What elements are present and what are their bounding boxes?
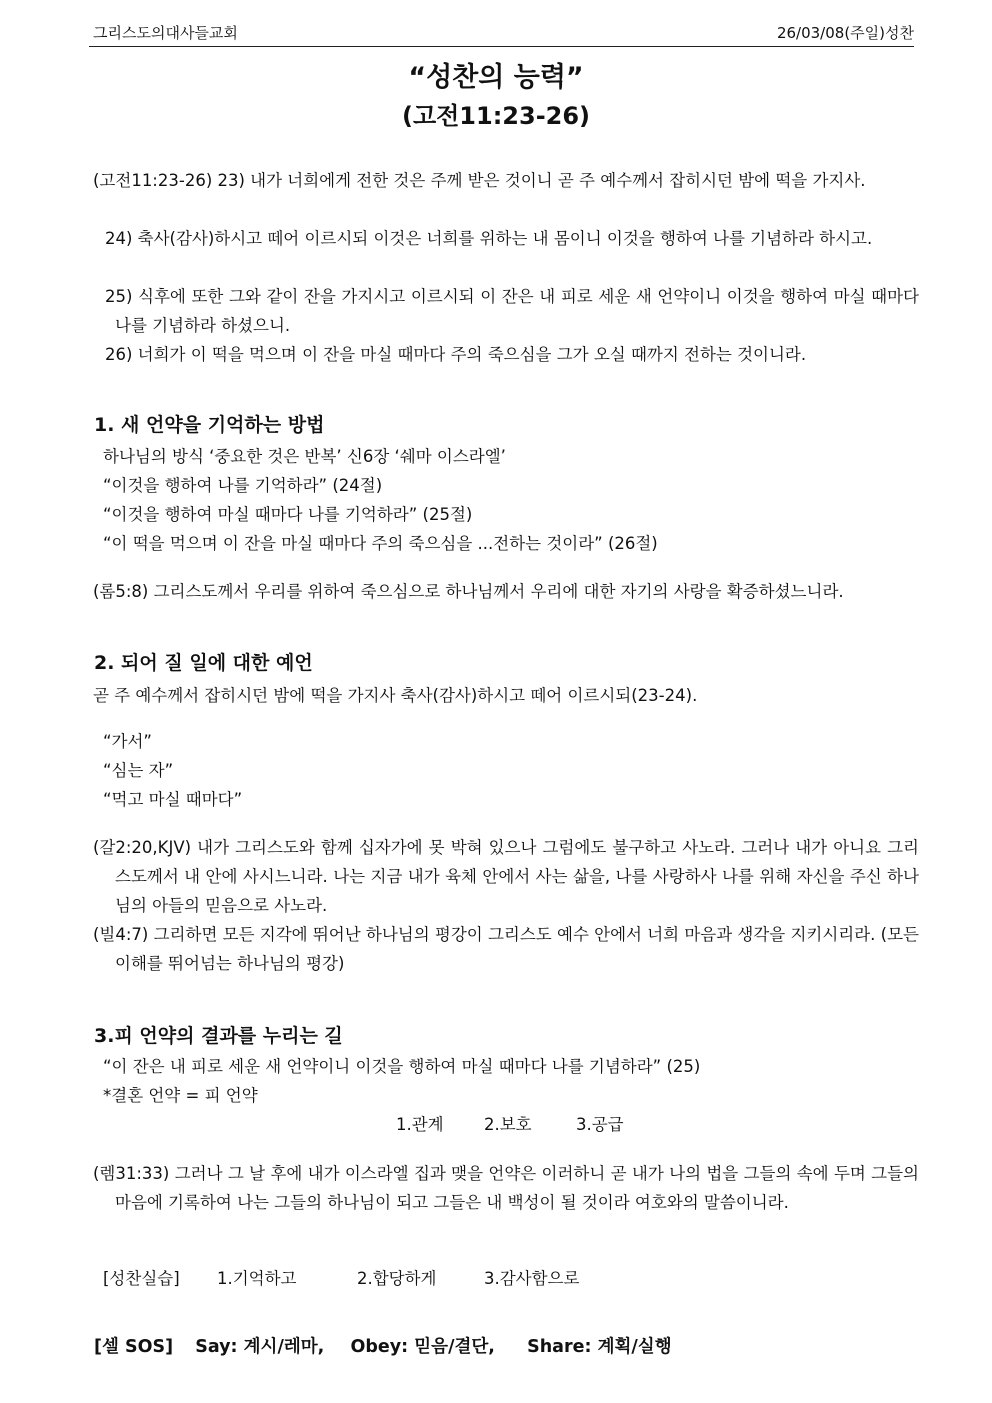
section-1-line: “이것을 행하여 마실 때마다 나를 기억하라” (25절) [103,505,473,524]
practice-item: 3.감사함으로 [484,1269,580,1288]
jeremiah-verse: (렘31:33) 그러나 그 날 후에 내가 이스라엘 집과 맺을 언약은 이러하니 곧 내가 나의 법을 그들의 속에 두며 그들의 마음에 기록하여 나는 그들의 하나님이 되고 그들은 내 백성이 될 것이라 여호와의 말씀이니라. [93,1164,919,1212]
section-3-quote: “이 잔은 내 피로 세운 새 언약이니 이것을 행하여 마실 때마다 나를 기념하라” (25) [103,1057,701,1076]
section-3-heading: 3.피 언약의 결과를 누리는 길 [94,1025,343,1047]
scripture-verse-23: (고전11:23-26) 23) 내가 너희에게 전한 것은 주께 받은 것이니 곧 주 예수께서 잡히시던 밤에 떡을 가지사. [93,171,866,190]
list-item: 3.공급 [576,1115,624,1134]
scripture-verse-26: 26) 너희가 이 떡을 먹으며 이 잔을 마실 때마다 주의 죽으심을 그가 오실 때까지 전하는 것이니라. [105,345,807,364]
romans-verse: (롬5:8) 그리스도께서 우리를 위하여 죽으심으로 하나님께서 우리에 대한 자기의 사랑을 확증하셨느니라. [93,582,844,601]
sermon-title: “성찬의 능력” [408,62,584,93]
section-1-line: “이 떡을 먹으며 이 잔을 마실 때마다 주의 죽으심을 ...전하는 것이라” (26절) [103,534,658,553]
quote-item: “가서” [103,732,152,751]
service-date: 26/03/08(주일)성찬 [776,24,914,42]
page-header [89,20,914,47]
practice-label: [성찬실습] [103,1269,180,1288]
section-1-line: “이것을 행하여 나를 기억하라” (24절) [103,476,383,495]
section-3-note: *결혼 언약 = 피 언약 [103,1086,258,1105]
list-item: 2.보호 [484,1115,532,1134]
galatians-verse: (갈2:20,KJV) 내가 그리스도와 함께 십자가에 못 박혀 있으나 그럼에도 불구하고 사노라. 그러나 내가 아니요 그리스도께서 내 안에 사시느니라. 나는 지금 내가 육체 안에서 사는 삶을, 나를 사랑하사 나를 위해 자신을 주신 하나님의 아들의 믿음으로 사노라. [93,838,919,915]
scripture-verse-24: 24) 축사(감사)하시고 떼어 이르시되 이것은 너희를 위하는 내 몸이니 이것을 행하여 나를 기념하라 하시고. [105,229,873,248]
say-item: Say: 계시/레마, [195,1337,325,1357]
philippians-verse: (빌4:7) 그리하면 모든 지각에 뛰어난 하나님의 평강이 그리스도 예수 안에서 너희 마음과 생각을 지키시리라. (모든 이해를 뛰어넘는 하나님의 평강) [93,925,919,973]
section-2-heading: 2. 되어 질 일에 대한 예언 [94,652,313,674]
cell-sos-label: [셀 SOS] [94,1337,174,1357]
cell-sos-line [94,1333,672,1358]
practice-item: 1.기억하고 [217,1269,297,1288]
section-1-line: 하나님의 방식 ‘중요한 것은 반복’ 신6장 ‘쉐마 이스라엘’ [103,447,506,466]
obey-item: Obey: 믿음/결단, [350,1337,495,1357]
sermon-reference: (고전11:23-26) [401,102,591,130]
list-item: 1.관계 [396,1115,444,1134]
church-name: 그리스도의대사들교회 [93,24,238,42]
section-2-intro: 곧 주 예수께서 잡히시던 밤에 떡을 가지사 축사(감사)하시고 떼어 이르시되(23-24). [93,686,698,705]
scripture-verse-25: 25) 식후에 또한 그와 같이 잔을 가지시고 이르시되 이 잔은 내 피로 세운 새 언약이니 이것을 행하여 마실 때마다 나를 기념하라 하셨으니. [105,287,919,335]
quote-item: “먹고 마실 때마다” [103,790,243,809]
practice-item: 2.합당하게 [357,1269,437,1288]
share-item: Share: 계획/실행 [527,1337,672,1357]
quote-item: “심는 자” [103,761,174,780]
section-1-heading: 1. 새 언약을 기억하는 방법 [94,414,325,436]
